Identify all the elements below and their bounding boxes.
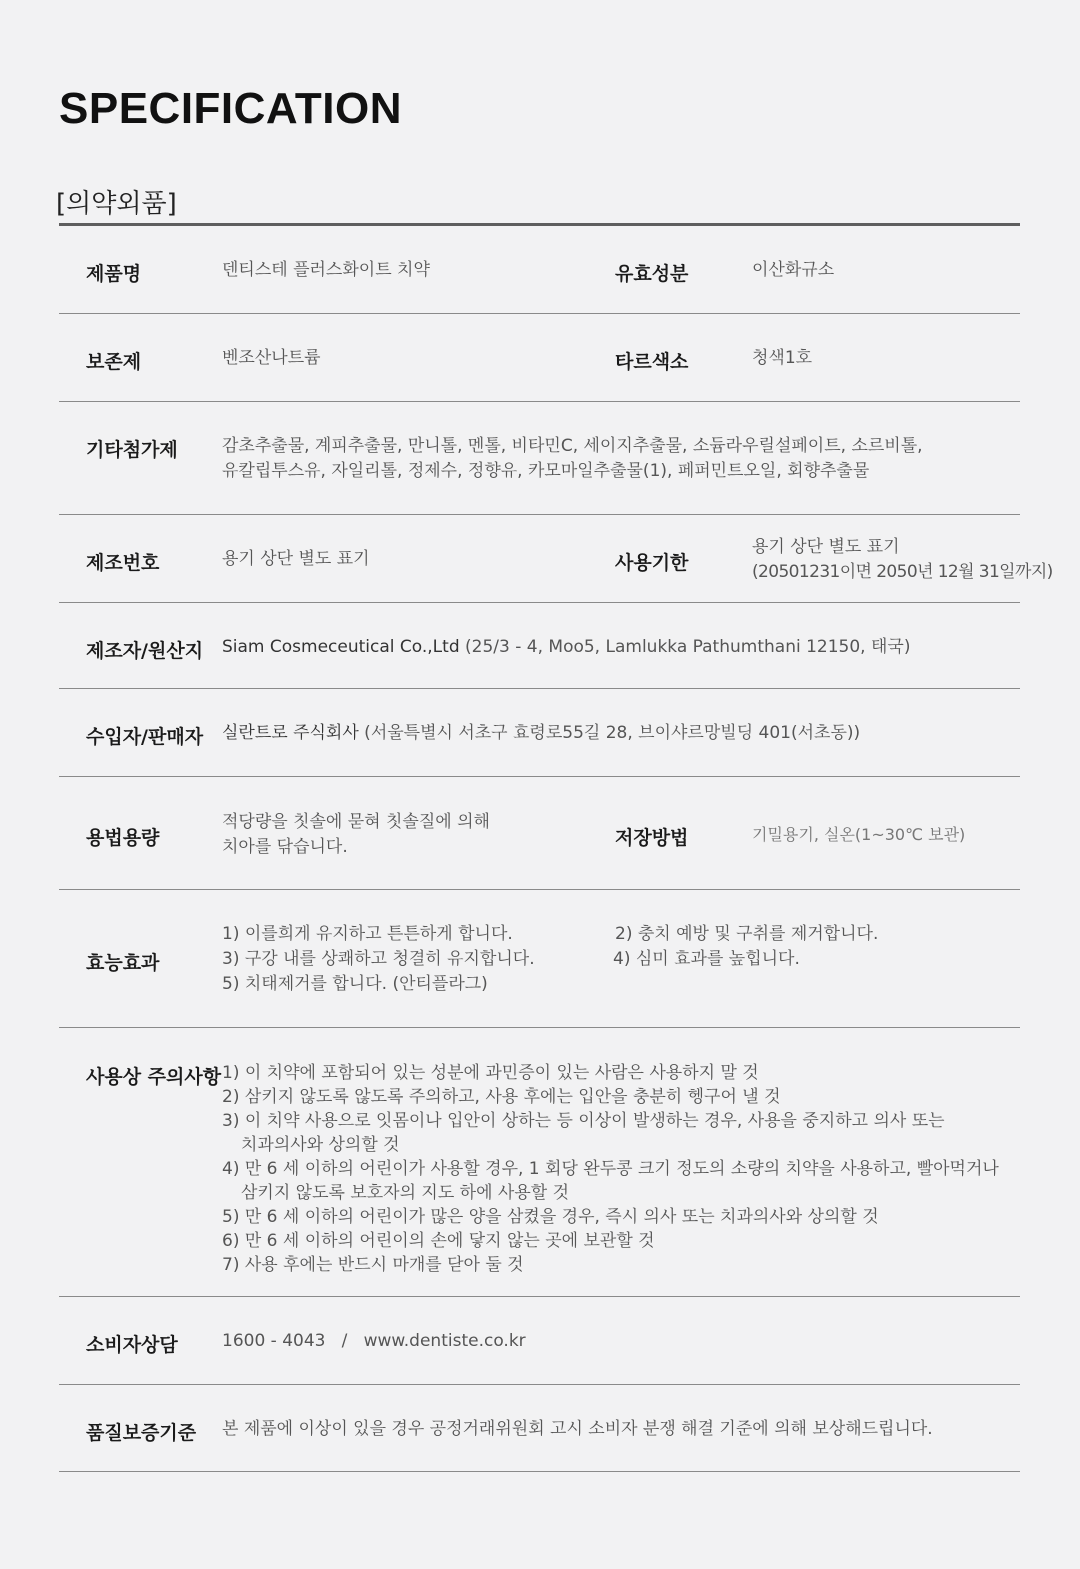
importer-address: (서울특별시 서초구 효령로55길 28, 브이샤르망빌딩 401(서초동)) [358,723,861,743]
value-other-additives-line1: 감초추출물, 계피추출물, 만니톨, 멘톨, 비타민C, 세이지추출물, 소듐라우릴설페이트, 소르비톨, [222,436,923,456]
label-active-ingredient: 유효성분 [615,263,689,285]
row-divider [59,776,1020,777]
value-product-name: 덴티스테 플러스화이트 치약 [222,260,430,280]
label-storage: 저장방법 [615,827,689,849]
value-storage: 기밀용기, 실온(1~30℃ 보관) [752,825,966,844]
row-divider [59,602,1020,603]
value-other-additives-line2: 유칼립투스유, 자일리톨, 정제수, 정향유, 카모마일추출물(1), 페퍼민트오일, 회향추출물 [222,461,870,481]
label-product-name: 제품명 [86,263,142,285]
label-usage: 용법용량 [86,827,160,849]
effect-item: 1) 이를희게 유지하고 튼튼하게 합니다. [222,924,513,944]
importer-name: 실란트로 주식회사 [222,723,359,743]
precaution-item: 7) 사용 후에는 반드시 마개를 닫아 둘 것 [222,1255,524,1275]
row-divider [59,401,1020,402]
precaution-item: 3) 이 치약 사용으로 잇몸이나 입안이 상하는 등 이상이 발생하는 경우, 사용을 중지하고 의사 또는 [222,1111,945,1131]
label-effects: 효능효과 [86,952,160,974]
row-divider [59,1384,1020,1385]
effect-item: 5) 치태제거를 합니다. (안티플라그) [222,974,488,994]
label-importer: 수입자/판매자 [86,726,204,748]
row-divider [59,688,1020,689]
label-expiry: 사용기한 [615,552,689,574]
manufacturer-name: Siam Cosmeceutical Co.,Ltd [222,637,460,657]
row-divider [59,1027,1020,1028]
label-tar-dye: 타르색소 [615,351,689,373]
row-divider [59,514,1020,515]
row-divider [59,1471,1020,1472]
value-expiry-line2: (20501231이면 2050년 12월 31일까지) [752,562,1053,582]
label-precautions: 사용상 주의사항 [86,1066,222,1088]
row-divider [59,313,1020,314]
effect-item: 2) 충치 예방 및 구취를 제거합니다. [615,924,879,944]
section-heading: [의약외품] [56,189,177,219]
label-manufacturer: 제조자/원산지 [86,640,204,662]
value-manufacturing-number: 용기 상단 별도 표기 [222,549,370,569]
precaution-item: 1) 이 치약에 포함되어 있는 성분에 과민증이 있는 사람은 사용하지 말 것 [222,1063,759,1083]
label-other-additives: 기타첨가제 [86,439,178,461]
value-importer [222,721,860,746]
value-quality: 본 제품에 이상이 있을 경우 공정거래위원회 고시 소비자 분쟁 해결 기준에 의해 보상해드립니다. [222,1419,933,1439]
precaution-item: 5) 만 6 세 이하의 어린이가 많은 양을 삼켰을 경우, 즉시 의사 또는 치과의사와 상의할 것 [222,1207,879,1227]
page-title: SPECIFICATION [59,84,403,133]
row-divider [59,889,1020,890]
value-preservative: 벤조산나트륨 [222,348,321,368]
value-tar-dye: 청색1호 [752,348,813,368]
value-manufacturer [222,635,910,660]
precaution-item: 2) 삼키지 않도록 않도록 주의하고, 사용 후에는 입안을 충분히 헹구어 낼 것 [222,1087,781,1107]
row-divider [59,1296,1020,1297]
effect-item: 4) 심미 효과를 높힙니다. [613,949,800,969]
precaution-item-continued: 치과의사와 상의할 것 [241,1135,400,1155]
precaution-item: 4) 만 6 세 이하의 어린이가 사용할 경우, 1 회당 완두콩 크기 정도의 소량의 치약을 사용하고, 빨아먹거나 [222,1159,999,1179]
precautions-list [222,1061,999,1277]
value-usage-line1: 적당량을 칫솔에 묻혀 칫솔질에 의해 [222,812,490,832]
effect-item: 3) 구강 내를 상쾌하고 청결히 유지합니다. [222,949,535,969]
header-divider [59,223,1020,226]
precaution-item-continued: 삼키지 않도록 보호자의 지도 하에 사용할 것 [241,1183,570,1203]
label-consumer-service: 소비자상담 [86,1334,178,1356]
value-expiry-line1: 용기 상단 별도 표기 [752,537,900,557]
label-quality: 품질보증기준 [86,1422,197,1444]
manufacturer-address: (25/3 - 4, Moo5, Lamlukka Pathumthani 12150, 태국) [459,637,911,657]
label-preservative: 보존제 [86,351,142,373]
value-usage-line2: 치아를 닦습니다. [222,837,348,857]
precaution-item: 6) 만 6 세 이하의 어린이의 손에 닿지 않는 곳에 보관할 것 [222,1231,655,1251]
value-consumer-service: 1600 - 4043 / www.dentiste.co.kr [222,1331,526,1351]
label-manufacturing-number: 제조번호 [86,552,160,574]
value-active-ingredient: 이산화규소 [752,260,835,280]
